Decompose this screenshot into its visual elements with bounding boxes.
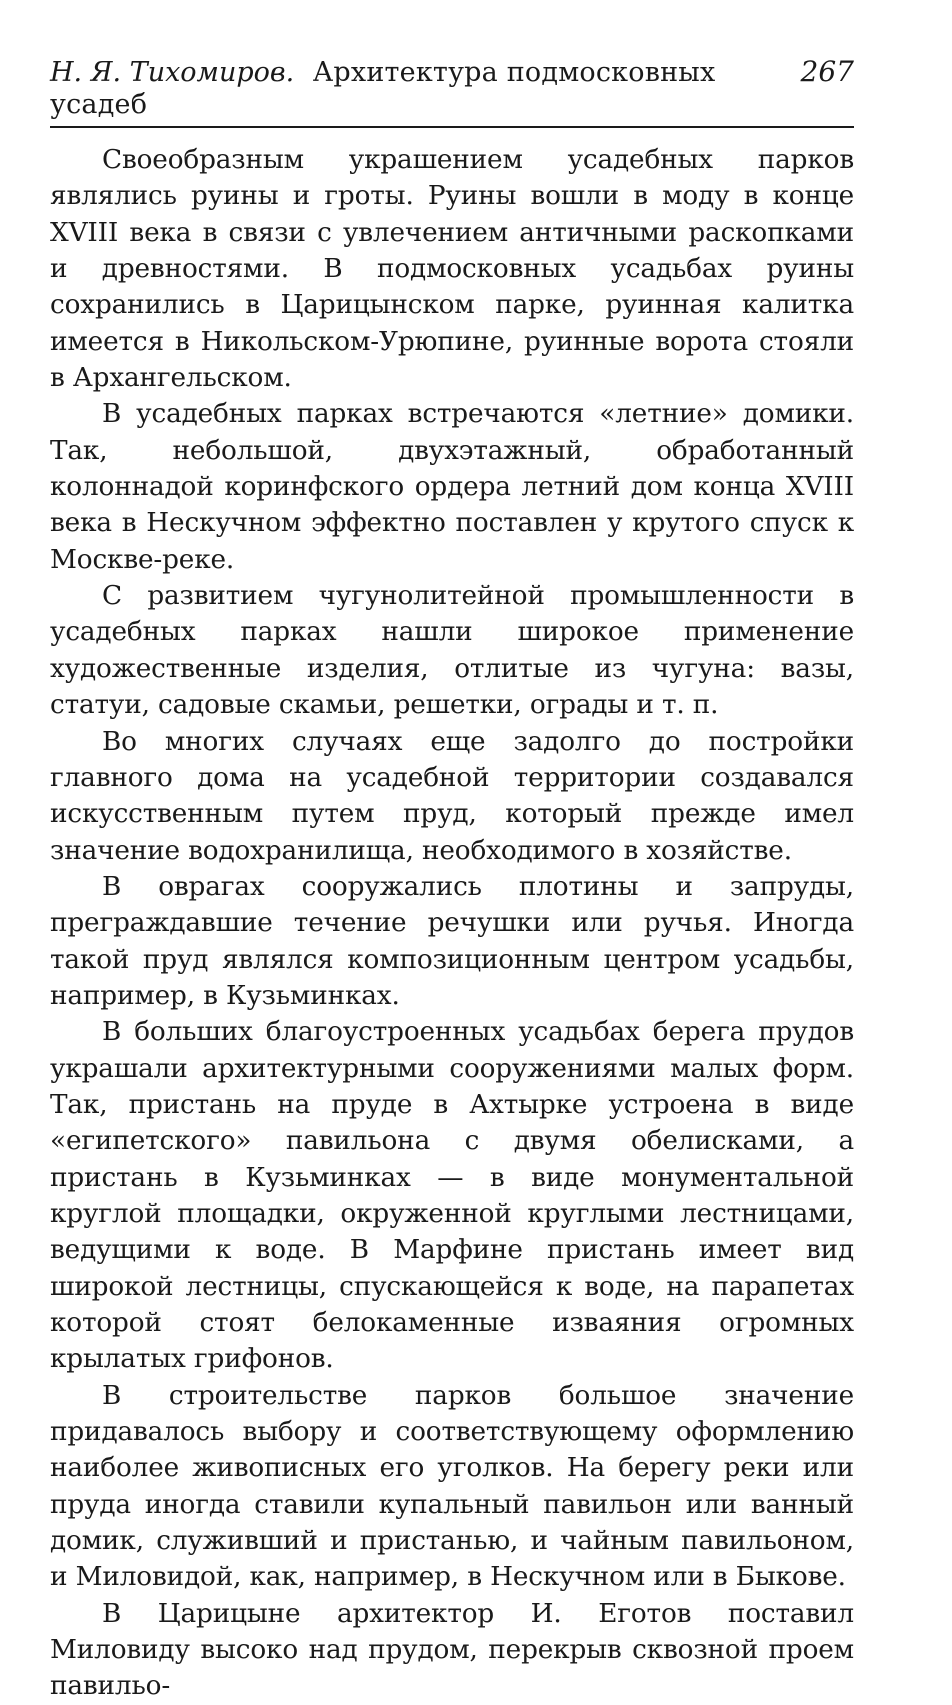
header-text	[50, 57, 801, 121]
paragraph: С развитием чугунолитейной промышленности в усадебных парках нашли широкое применение художественные изделия, отлитые из чугуна: вазы, статуи, садовые скамьи, решетки, ограды и т. п.	[50, 581, 854, 721]
paragraph: В больших благоустроенных усадьбах берега прудов украшали архитектурными сооружениями малых форм. Так, пристань на пруде в Ахтырке устроена в виде «египетского» павильона с двумя обелисками, а пристань в Кузьминках — в виде монументальной круглой площадки, окруженной круглыми лестницами, ведущими к воде. В Марфине пристань имеет вид широкой лестницы, спускающейся к воде, на парапетах которой стоят белокаменные изваяния огромных крылатых грифонов.	[50, 1017, 854, 1375]
book-page	[50, 56, 854, 1705]
paragraph: В строительстве парков большое значение придавалось выбору и соответствующему оформлению наиболее живописных его уголков. На берегу реки или пруда иногда ставили купальный павильон или ванный домик, служивший и пристанью, и чайным павильоном, и Миловидой, как, например, в Нескучном или в Быкове.	[50, 1380, 854, 1593]
header-author: Н. Я. Тихомиров.	[50, 57, 295, 88]
paragraph: Своеобразным украшением усадебных парков являлись руины и гроты. Руины вошли в моду в конце XVIII века в связи с увлечением античными раскопками и древностями. В подмосковных усадьбах руины сохранились в Царицынском парке, руинная калитка имеется в Никольском-Урюпине, руинные ворота стояли в Архангельском.	[50, 145, 854, 394]
paragraph: В усадебных парках встречаются «летние» домики. Так, небольшой, двухэтажный, обработанный колоннадой коринфского ордера летний дом конца XVIII века в Нескучном эффектно поставлен у крутого спуск к Москве-реке.	[50, 399, 854, 575]
page-number: 267	[800, 55, 854, 88]
body-text	[50, 142, 854, 1705]
paragraph: В оврагах сооружались плотины и запруды, преграждавшие течение речушки или ручья. Иногда такой пруд являлся композиционным центром усадьбы, например, в Кузьминках.	[50, 871, 854, 1011]
paragraph: В Царицыне архитектор И. Еготов поставил Миловиду высоко над прудом, перекрыв сквозной проем павильо-	[50, 1598, 854, 1702]
header-book-title: Архитектура подмосковных усадеб	[50, 57, 716, 120]
paragraph: Во многих случаях еще задолго до постройки главного дома на усадебной территории создавался искусственным путем пруд, который прежде имел значение водохранилища, необходимого в хозяйстве.	[50, 726, 854, 866]
running-header	[50, 56, 854, 128]
